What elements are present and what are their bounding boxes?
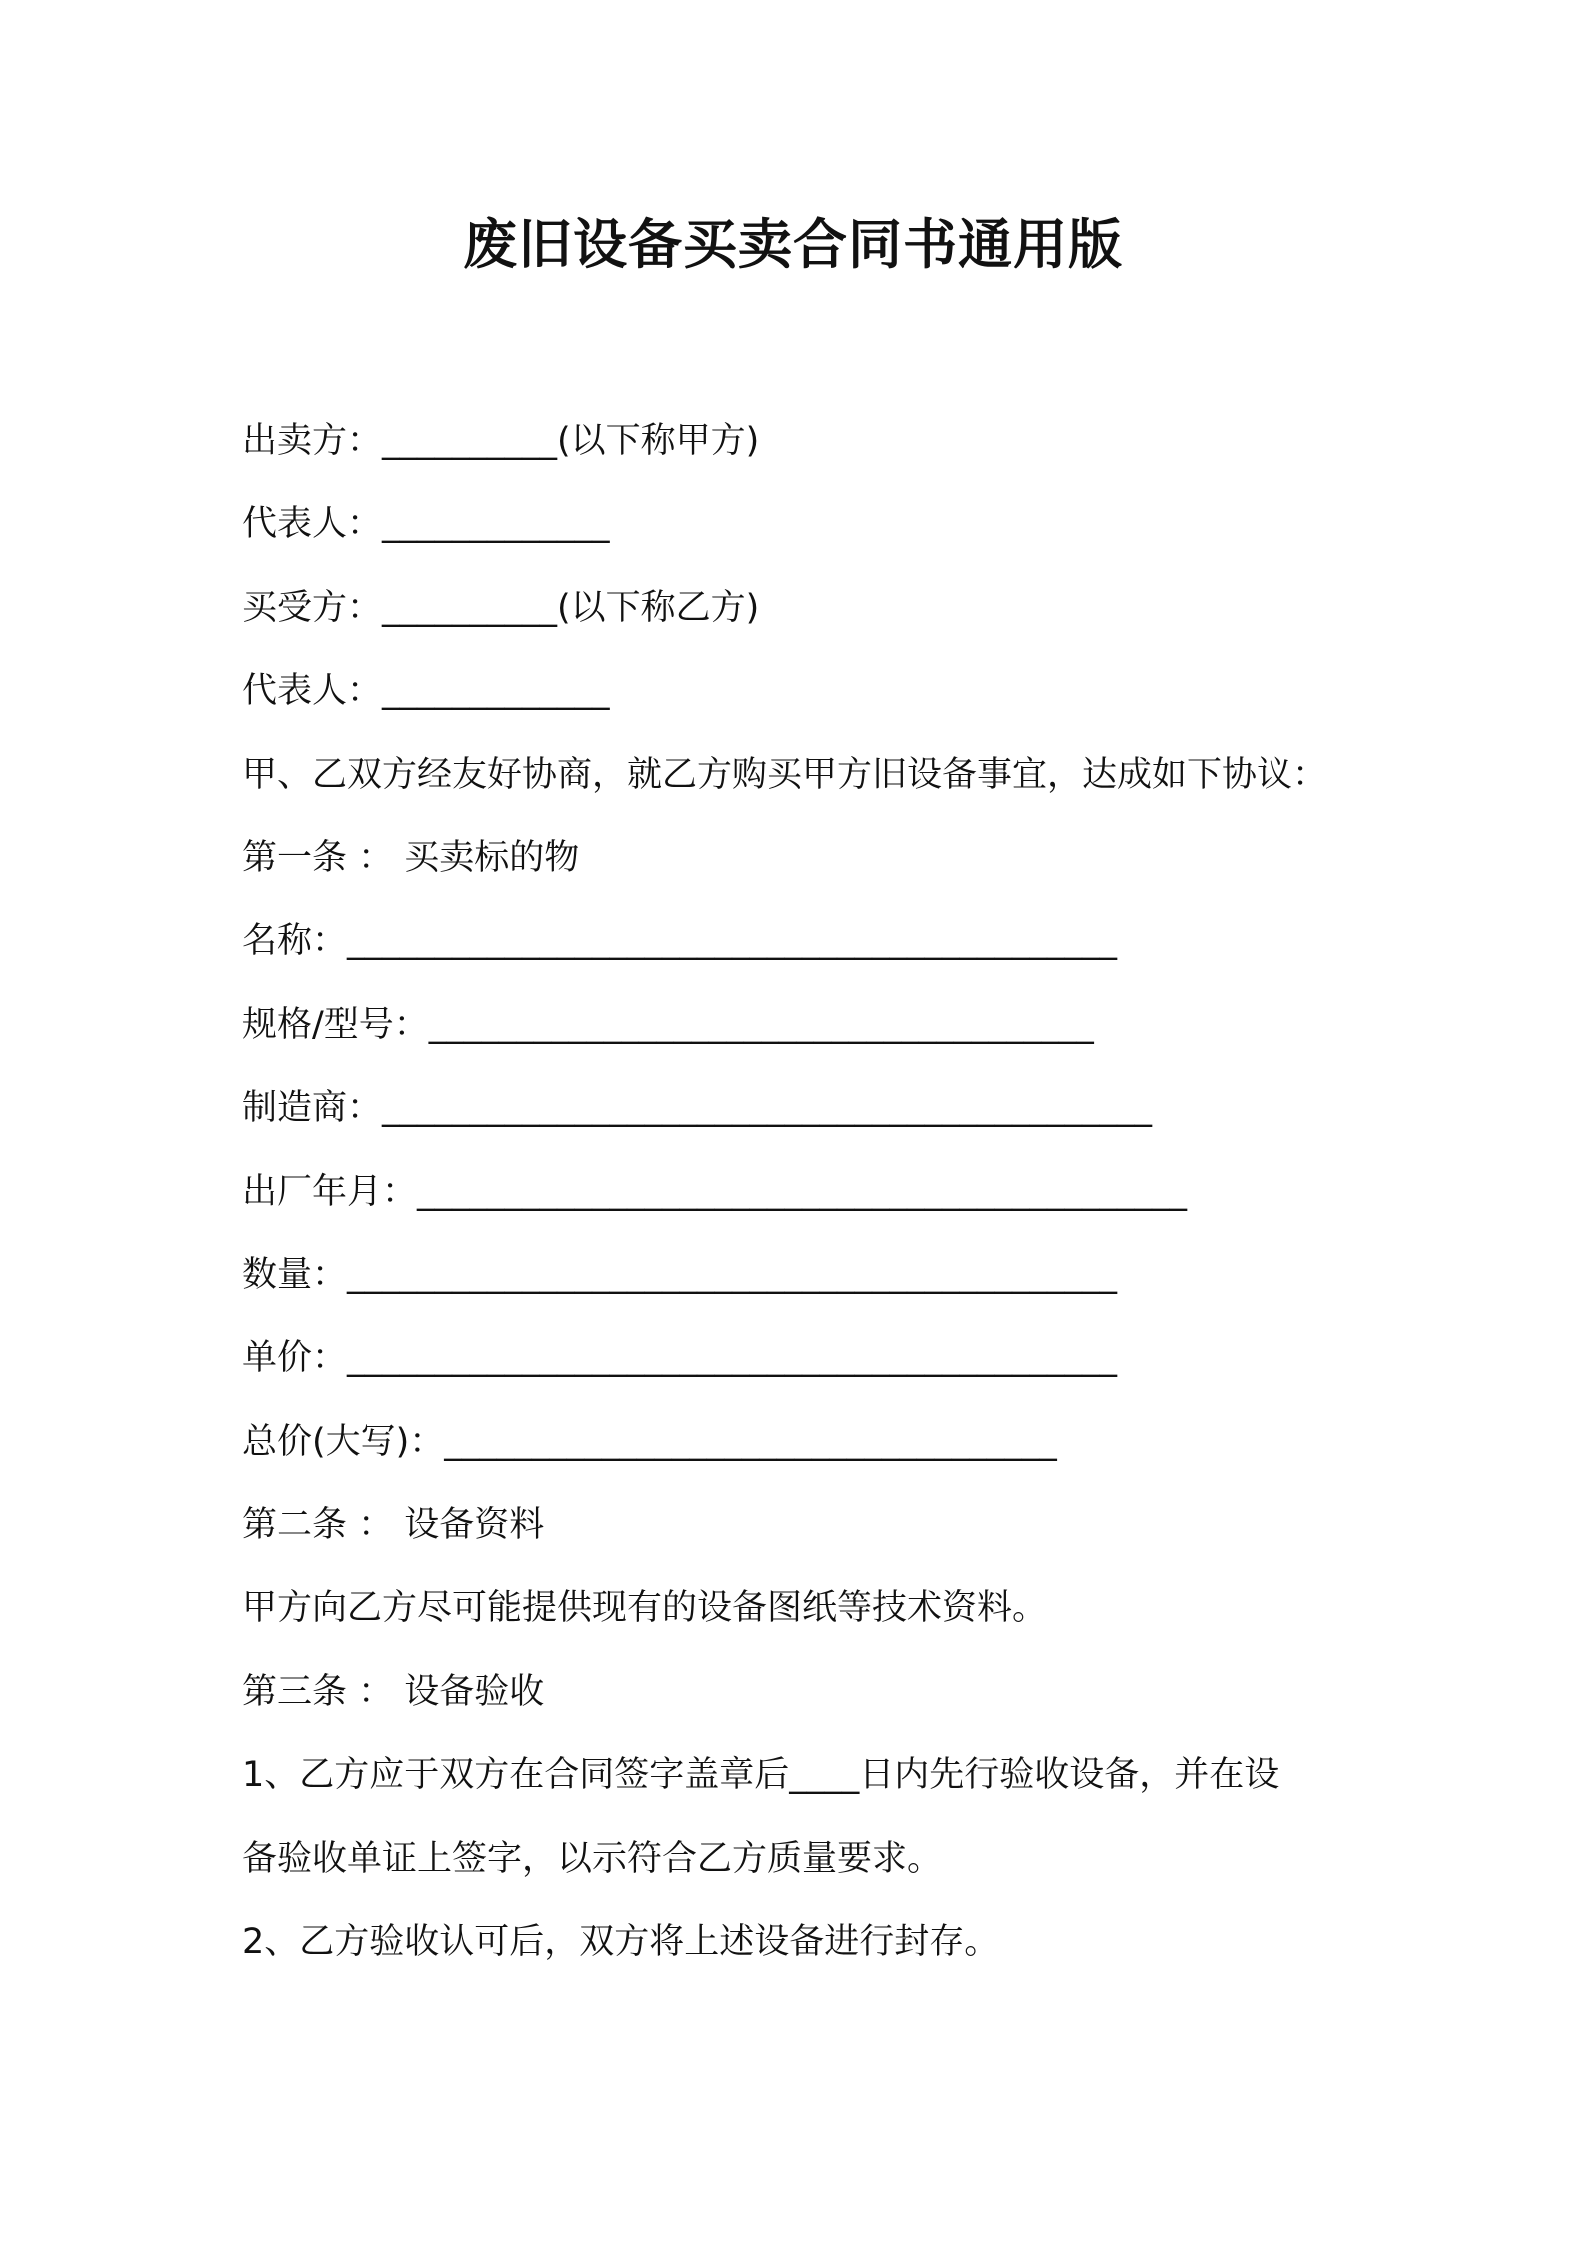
article-2-text: 甲方向乙方尽可能提供现有的设备图纸等技术资料。 bbox=[242, 1588, 1048, 1629]
article-3-clause-1-line-1: 1、乙方应于双方在合同签字盖章后____日内先行验收设备，并在设 bbox=[242, 1755, 1280, 1796]
buyer-line: 买受方：__________(以下称乙方) bbox=[242, 587, 760, 628]
field-unit-price: 单价：____________________________________________ bbox=[242, 1338, 1118, 1379]
field-model: 规格/型号：______________________________________ bbox=[242, 1004, 1094, 1045]
agreement-intro: 甲、乙双方经友好协商，就乙方购买甲方旧设备事宜，达成如下协议： bbox=[242, 754, 1328, 795]
field-total-price: 总价(大写)：___________________________________ bbox=[242, 1421, 1057, 1462]
article-3-clause-1-line-2: 备验收单证上签字，以示符合乙方质量要求。 bbox=[242, 1838, 943, 1879]
article-3-clause-2: 2、乙方验收认可后，双方将上述设备进行封存。 bbox=[242, 1922, 1000, 1963]
field-manufacturer: 制造商：____________________________________________ bbox=[242, 1088, 1153, 1129]
field-name: 名称：____________________________________________ bbox=[242, 921, 1118, 962]
article-1-heading: 第一条 ： 买卖标的物 bbox=[242, 837, 580, 878]
article-2-heading: 第二条 ： 设备资料 bbox=[242, 1505, 545, 1546]
document-title: 废旧设备买卖合同书通用版 bbox=[463, 213, 1123, 276]
field-production-date: 出厂年月：____________________________________________ bbox=[242, 1171, 1188, 1212]
field-quantity: 数量：____________________________________________ bbox=[242, 1254, 1118, 1295]
seller-representative-line: 代表人：_____________ bbox=[242, 504, 610, 545]
document-body bbox=[242, 400, 1372, 1984]
buyer-representative-line: 代表人：_____________ bbox=[242, 671, 610, 712]
article-3-heading: 第三条 ： 设备验收 bbox=[242, 1671, 545, 1712]
seller-line: 出卖方：__________(以下称甲方) bbox=[242, 421, 760, 461]
